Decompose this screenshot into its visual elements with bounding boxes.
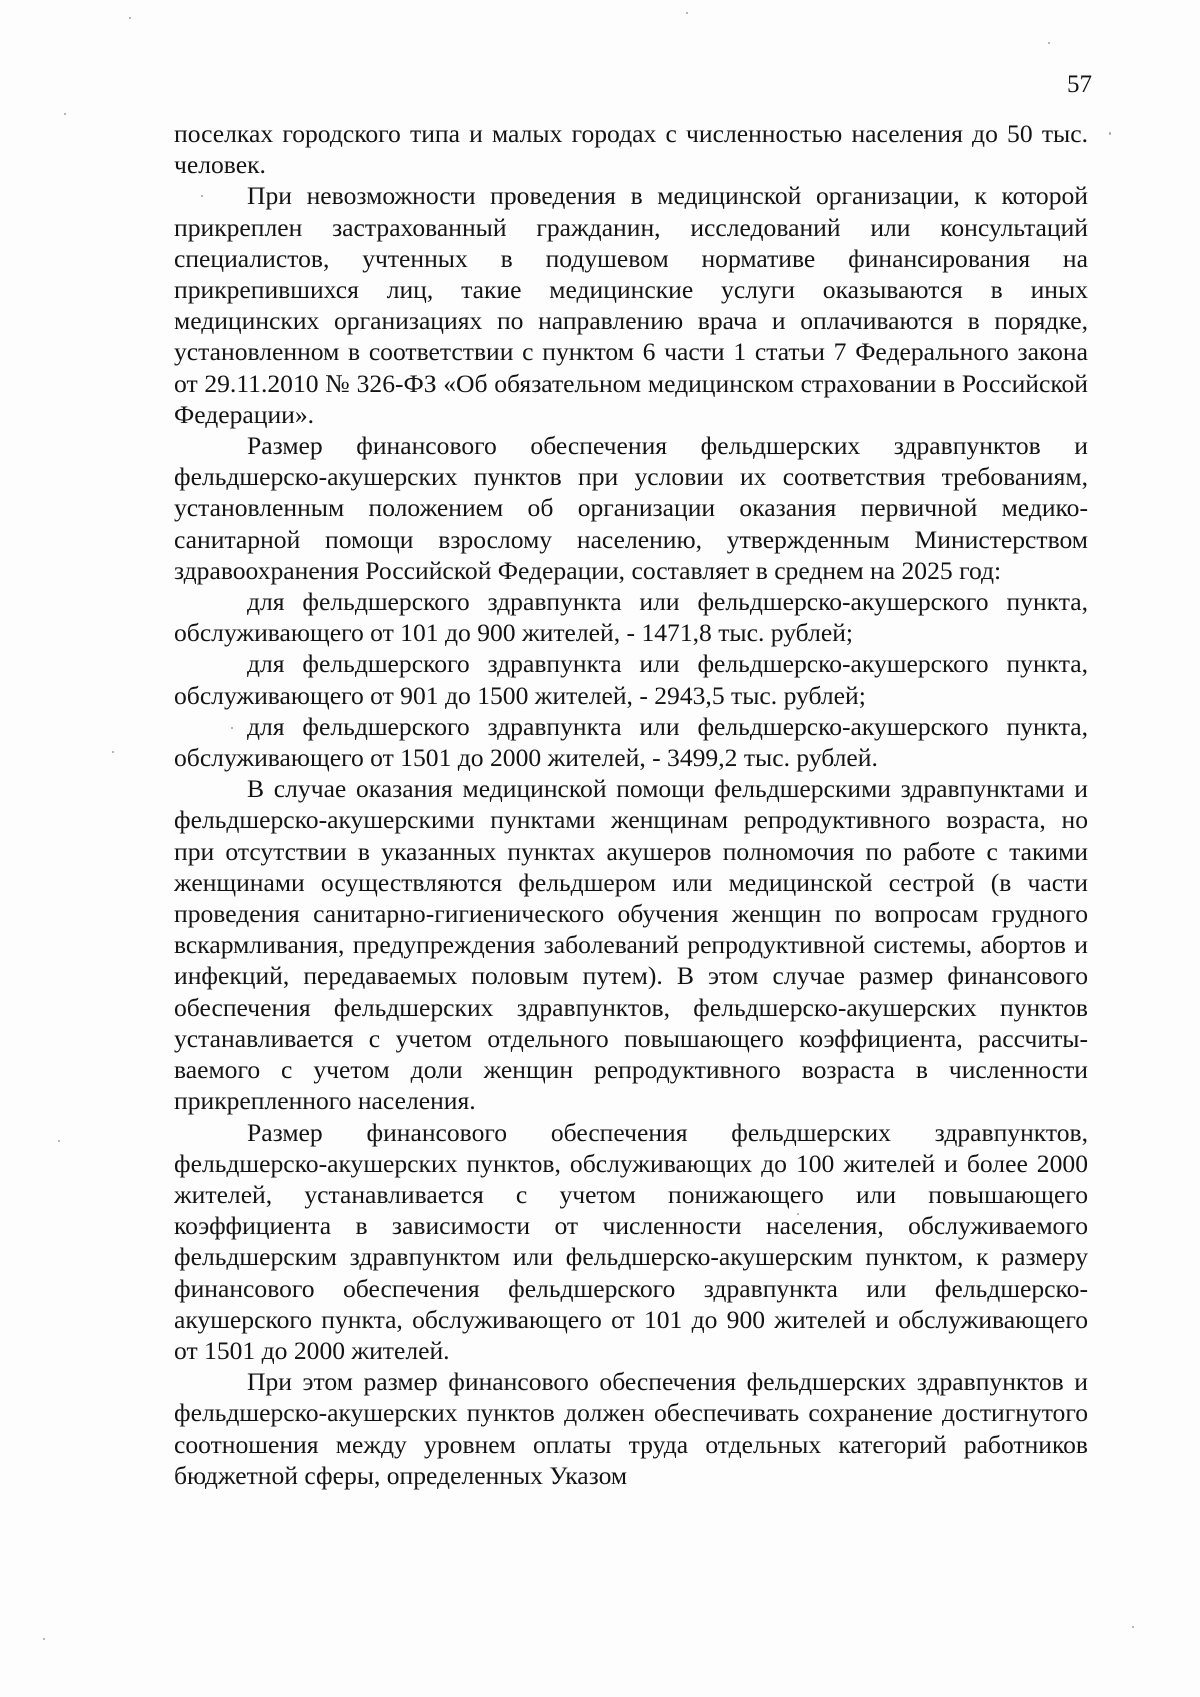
scan-speck <box>686 12 688 14</box>
paragraph-coefficient-adjustment: Размер финансового обеспечения фельдшерских здравпунктов, фельдшерско-акушерских пунктов, обслуживающих до 100 жителей и более 2000 жителей, устанавливается с учетом понижающего или повышающего коэффициента в зависимости от численности населения, обслуживаемого фельдшерским здравпунктом или фельдшерско-акушерским пунктом, к размеру финансового обеспечения фельдшерского здравпункта или фельдшерско-акушерского пункта, обслуживающего от 101 до 900 жителей и обслуживающего от 1501 до 2000 жителей. <box>174 1117 1088 1365</box>
funding-item-901-1500: для фельдшерского здравпункта или фельдшерско-акушерского пункта, обслуживающего от 901 до 1500 жителей, - 2943,5 тыс. рублей; <box>174 649 1088 710</box>
scan-speck <box>112 751 114 753</box>
document-body <box>174 118 1088 1491</box>
scan-speck <box>1048 42 1050 44</box>
scan-speck <box>1132 1626 1134 1628</box>
scan-speck <box>58 1140 60 1142</box>
scan-speck <box>1109 132 1111 135</box>
paragraph-wage-ratio: При этом размер финансового обеспечения фельдшерских здравпунктов и фельдшерско-акушерских пунктов должен обеспечивать сохранение достигнутого соотношения между уровнем оплаты труда отдельных категорий работников бюджетной сферы, определенных Указом <box>174 1367 1088 1490</box>
funding-item-101-900: для фельдшерского здравпункта или фельдшерско-акушерского пункта, обслуживающего от 101 до 900 жителей, - 1471,8 тыс. рублей; <box>174 587 1088 648</box>
scan-speck <box>43 1638 45 1640</box>
scan-speck <box>129 17 131 19</box>
paragraph-referral-services: При невозможности проведения в медицинской организации, к которой прикреплен застрахованный гражданин, исследований или консультаций специалистов, учтенных в подушевом нормативе финансирования на прикрепившихся лиц, такие медицинские услуги оказываются в иных медицинских организациях по направлению врача и оплачиваются в порядке, установленном в соответствии с пунктом 6 части 1 статьи 7 Федерального закона от 29.11.2010 № 326-ФЗ «Об обязательном медицинском страховании в Российской Федерации». <box>174 181 1088 429</box>
paragraph-fap-funding-size: Размер финансового обеспечения фельдшерских здравпунктов и фельдшерско-акушерских пунктов при условии их соответствия требованиям, установленным положением об организации оказания первичной медико-санитарной помощи взрослому населению, утвержденным Министерством здравоохранения Российской Федерации, составляет в среднем на 2025 год: <box>174 431 1088 585</box>
scan-speck <box>64 113 66 115</box>
funding-item-1501-2000: для фельдшерского здравпункта или фельдшерско-акушерского пункта, обслуживающего от 1501 до 2000 жителей, - 3499,2 тыс. рублей. <box>174 711 1088 773</box>
paragraph-reproductive-age-women: В случае оказания медицинской помощи фельдшерскими здравпунктами и фельдшерско-акушерскими пунктами женщинам репродуктивного возраста, но при отсутствии в указанных пунктах акушеров полномочия по работе с такими женщинами осуществляются фельдшером или медицинской сестрой (в части проведения санитарно-гигиенического обучения женщин по вопросам грудного вскармливания, предупреждения заболеваний репродуктивной системы, абортов и инфекций, передаваемых половым путем). В этом случае размер финансового обеспечения фельдшерских здравпунктов, фельдшерско-акушерских пунктов устанавливается с учетом отдельного повышающего коэффициента, рассчитываемого с учетом доли женщин репродуктивного возраста в численности прикрепленного населения. <box>174 774 1088 1116</box>
paragraph-continuation: поселках городского типа и малых городах с численностью населения до 50 тыс. человек. <box>174 119 1088 180</box>
page-number: 57 <box>1067 71 1092 98</box>
